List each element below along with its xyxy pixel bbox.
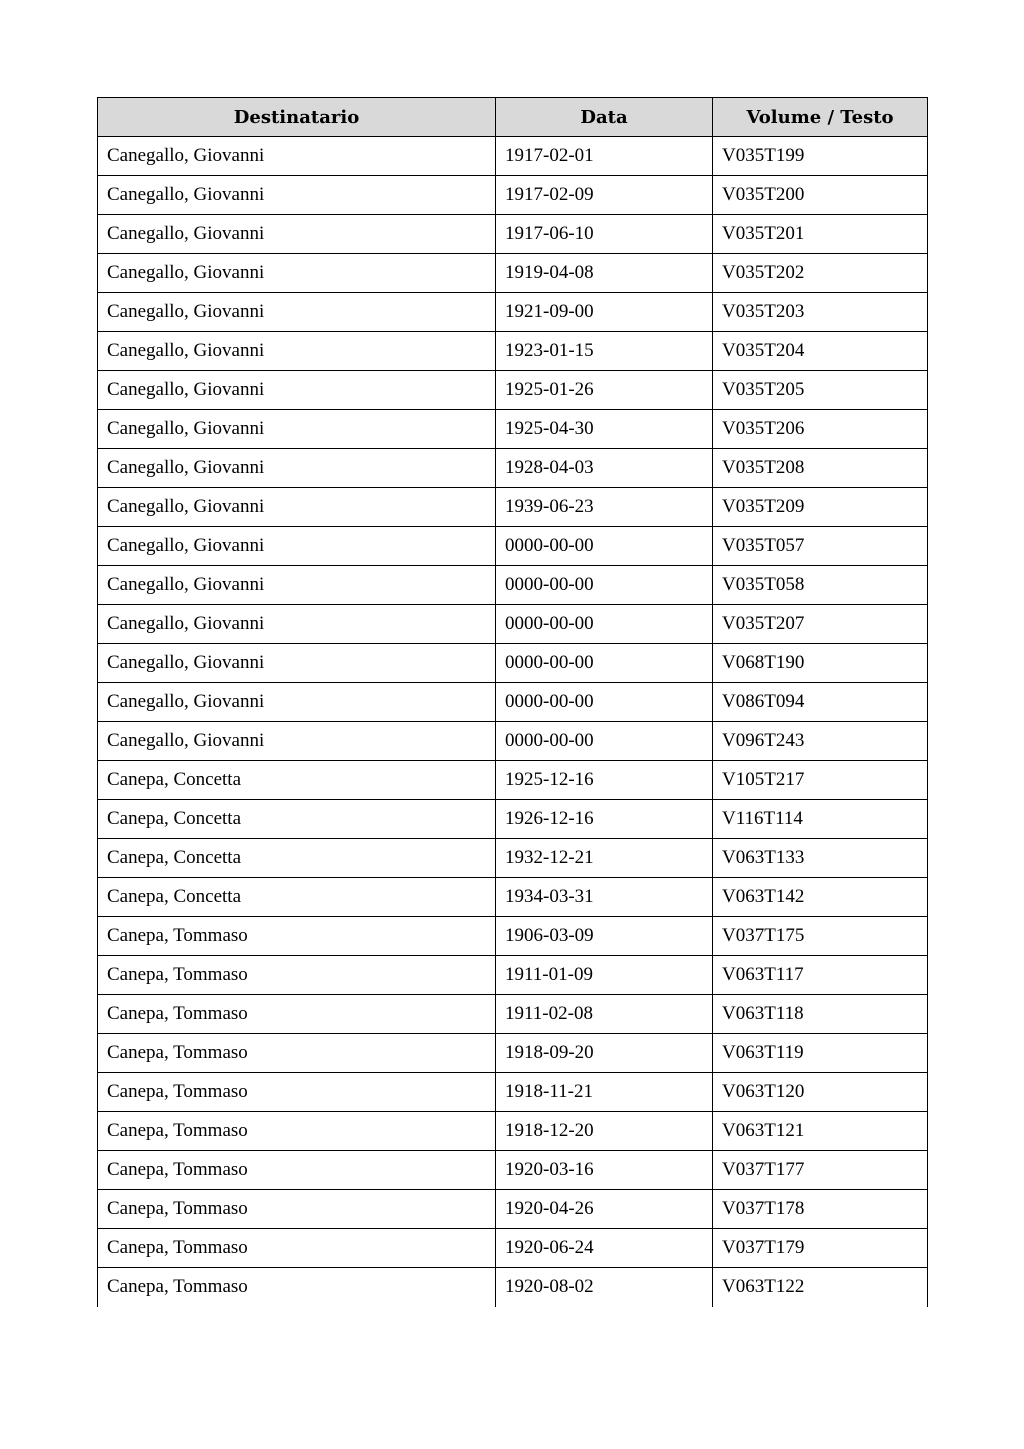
date-cell: 1934-03-31 bbox=[496, 878, 713, 917]
recipient-cell: Canepa, Tommaso bbox=[98, 1268, 496, 1307]
recipient-cell: Canepa, Concetta bbox=[98, 761, 496, 800]
date-cell: 1920-03-16 bbox=[496, 1151, 713, 1190]
table-row bbox=[98, 644, 928, 683]
header-row bbox=[98, 98, 928, 137]
volume-text-cell: V035T209 bbox=[713, 488, 928, 527]
recipient-cell: Canepa, Concetta bbox=[98, 800, 496, 839]
table-row bbox=[98, 449, 928, 488]
volume-text-cell: V035T203 bbox=[713, 293, 928, 332]
table-row bbox=[98, 1268, 928, 1307]
volume-text-cell: V116T114 bbox=[713, 800, 928, 839]
date-cell: 1918-09-20 bbox=[496, 1034, 713, 1073]
column-header-volume-testo: Volume / Testo bbox=[713, 98, 928, 137]
date-cell: 0000-00-00 bbox=[496, 683, 713, 722]
table-row bbox=[98, 1190, 928, 1229]
volume-text-cell: V105T217 bbox=[713, 761, 928, 800]
volume-text-cell: V068T190 bbox=[713, 644, 928, 683]
date-cell: 1917-06-10 bbox=[496, 215, 713, 254]
recipient-cell: Canegallo, Giovanni bbox=[98, 449, 496, 488]
volume-text-cell: V037T179 bbox=[713, 1229, 928, 1268]
volume-text-cell: V037T178 bbox=[713, 1190, 928, 1229]
table-row bbox=[98, 566, 928, 605]
table-row bbox=[98, 254, 928, 293]
table-row bbox=[98, 839, 928, 878]
volume-text-cell: V035T207 bbox=[713, 605, 928, 644]
table-row bbox=[98, 1073, 928, 1112]
table-row bbox=[98, 215, 928, 254]
volume-text-cell: V063T121 bbox=[713, 1112, 928, 1151]
table-header bbox=[98, 98, 928, 137]
recipient-cell: Canegallo, Giovanni bbox=[98, 605, 496, 644]
date-cell: 1920-08-02 bbox=[496, 1268, 713, 1307]
date-cell: 1939-06-23 bbox=[496, 488, 713, 527]
recipient-cell: Canegallo, Giovanni bbox=[98, 566, 496, 605]
volume-text-cell: V063T133 bbox=[713, 839, 928, 878]
date-cell: 1906-03-09 bbox=[496, 917, 713, 956]
table-row bbox=[98, 176, 928, 215]
recipient-cell: Canegallo, Giovanni bbox=[98, 683, 496, 722]
date-cell: 1920-04-26 bbox=[496, 1190, 713, 1229]
recipient-cell: Canegallo, Giovanni bbox=[98, 254, 496, 293]
volume-text-cell: V063T142 bbox=[713, 878, 928, 917]
recipient-cell: Canegallo, Giovanni bbox=[98, 332, 496, 371]
volume-text-cell: V035T208 bbox=[713, 449, 928, 488]
date-cell: 1923-01-15 bbox=[496, 332, 713, 371]
recipient-cell: Canepa, Concetta bbox=[98, 839, 496, 878]
volume-text-cell: V035T205 bbox=[713, 371, 928, 410]
recipient-cell: Canepa, Tommaso bbox=[98, 917, 496, 956]
date-cell: 1918-12-20 bbox=[496, 1112, 713, 1151]
recipient-cell: Canegallo, Giovanni bbox=[98, 488, 496, 527]
recipient-cell: Canepa, Tommaso bbox=[98, 1190, 496, 1229]
volume-text-cell: V035T200 bbox=[713, 176, 928, 215]
column-header-data: Data bbox=[496, 98, 713, 137]
recipient-cell: Canepa, Tommaso bbox=[98, 956, 496, 995]
volume-text-cell: V063T119 bbox=[713, 1034, 928, 1073]
volume-text-cell: V035T206 bbox=[713, 410, 928, 449]
table-row bbox=[98, 683, 928, 722]
date-cell: 0000-00-00 bbox=[496, 605, 713, 644]
table-row bbox=[98, 1034, 928, 1073]
table-row bbox=[98, 293, 928, 332]
date-cell: 1911-02-08 bbox=[496, 995, 713, 1034]
recipient-cell: Canepa, Tommaso bbox=[98, 1034, 496, 1073]
date-cell: 0000-00-00 bbox=[496, 566, 713, 605]
recipient-cell: Canegallo, Giovanni bbox=[98, 644, 496, 683]
recipient-cell: Canepa, Concetta bbox=[98, 878, 496, 917]
table-row bbox=[98, 995, 928, 1034]
recipient-cell: Canegallo, Giovanni bbox=[98, 137, 496, 176]
table-row bbox=[98, 917, 928, 956]
volume-text-cell: V037T177 bbox=[713, 1151, 928, 1190]
date-cell: 1919-04-08 bbox=[496, 254, 713, 293]
table-row bbox=[98, 878, 928, 917]
volume-text-cell: V063T117 bbox=[713, 956, 928, 995]
recipient-cell: Canepa, Tommaso bbox=[98, 1112, 496, 1151]
recipient-cell: Canegallo, Giovanni bbox=[98, 410, 496, 449]
date-cell: 1925-01-26 bbox=[496, 371, 713, 410]
table-row bbox=[98, 605, 928, 644]
volume-text-cell: V035T204 bbox=[713, 332, 928, 371]
table-row bbox=[98, 722, 928, 761]
table-row bbox=[98, 761, 928, 800]
date-cell: 1926-12-16 bbox=[496, 800, 713, 839]
column-header-destinatario: Destinatario bbox=[98, 98, 496, 137]
table-body bbox=[98, 137, 928, 1307]
date-cell: 0000-00-00 bbox=[496, 722, 713, 761]
table-row bbox=[98, 410, 928, 449]
recipient-cell: Canegallo, Giovanni bbox=[98, 293, 496, 332]
recipient-cell: Canegallo, Giovanni bbox=[98, 722, 496, 761]
recipient-cell: Canepa, Tommaso bbox=[98, 995, 496, 1034]
volume-text-cell: V035T057 bbox=[713, 527, 928, 566]
volume-text-cell: V035T202 bbox=[713, 254, 928, 293]
table-row bbox=[98, 956, 928, 995]
table-row bbox=[98, 137, 928, 176]
date-cell: 1925-04-30 bbox=[496, 410, 713, 449]
date-cell: 1921-09-00 bbox=[496, 293, 713, 332]
recipient-cell: Canepa, Tommaso bbox=[98, 1229, 496, 1268]
recipient-cell: Canegallo, Giovanni bbox=[98, 176, 496, 215]
date-cell: 0000-00-00 bbox=[496, 644, 713, 683]
date-cell: 1911-01-09 bbox=[496, 956, 713, 995]
date-cell: 1928-04-03 bbox=[496, 449, 713, 488]
recipient-cell: Canepa, Tommaso bbox=[98, 1073, 496, 1112]
volume-text-cell: V037T175 bbox=[713, 917, 928, 956]
table-row bbox=[98, 488, 928, 527]
date-cell: 1920-06-24 bbox=[496, 1229, 713, 1268]
date-cell: 1917-02-09 bbox=[496, 176, 713, 215]
date-cell: 0000-00-00 bbox=[496, 527, 713, 566]
table-row bbox=[98, 332, 928, 371]
letters-table bbox=[97, 97, 928, 1307]
date-cell: 1918-11-21 bbox=[496, 1073, 713, 1112]
date-cell: 1932-12-21 bbox=[496, 839, 713, 878]
table-row bbox=[98, 1151, 928, 1190]
volume-text-cell: V063T120 bbox=[713, 1073, 928, 1112]
table-row bbox=[98, 1112, 928, 1151]
volume-text-cell: V086T094 bbox=[713, 683, 928, 722]
table-row bbox=[98, 800, 928, 839]
table-row bbox=[98, 1229, 928, 1268]
volume-text-cell: V096T243 bbox=[713, 722, 928, 761]
recipient-cell: Canegallo, Giovanni bbox=[98, 527, 496, 566]
date-cell: 1925-12-16 bbox=[496, 761, 713, 800]
recipient-cell: Canegallo, Giovanni bbox=[98, 371, 496, 410]
table-row bbox=[98, 371, 928, 410]
volume-text-cell: V035T058 bbox=[713, 566, 928, 605]
date-cell: 1917-02-01 bbox=[496, 137, 713, 176]
volume-text-cell: V035T201 bbox=[713, 215, 928, 254]
recipient-cell: Canegallo, Giovanni bbox=[98, 215, 496, 254]
volume-text-cell: V063T118 bbox=[713, 995, 928, 1034]
table-row bbox=[98, 527, 928, 566]
volume-text-cell: V035T199 bbox=[713, 137, 928, 176]
recipient-cell: Canepa, Tommaso bbox=[98, 1151, 496, 1190]
volume-text-cell: V063T122 bbox=[713, 1268, 928, 1307]
